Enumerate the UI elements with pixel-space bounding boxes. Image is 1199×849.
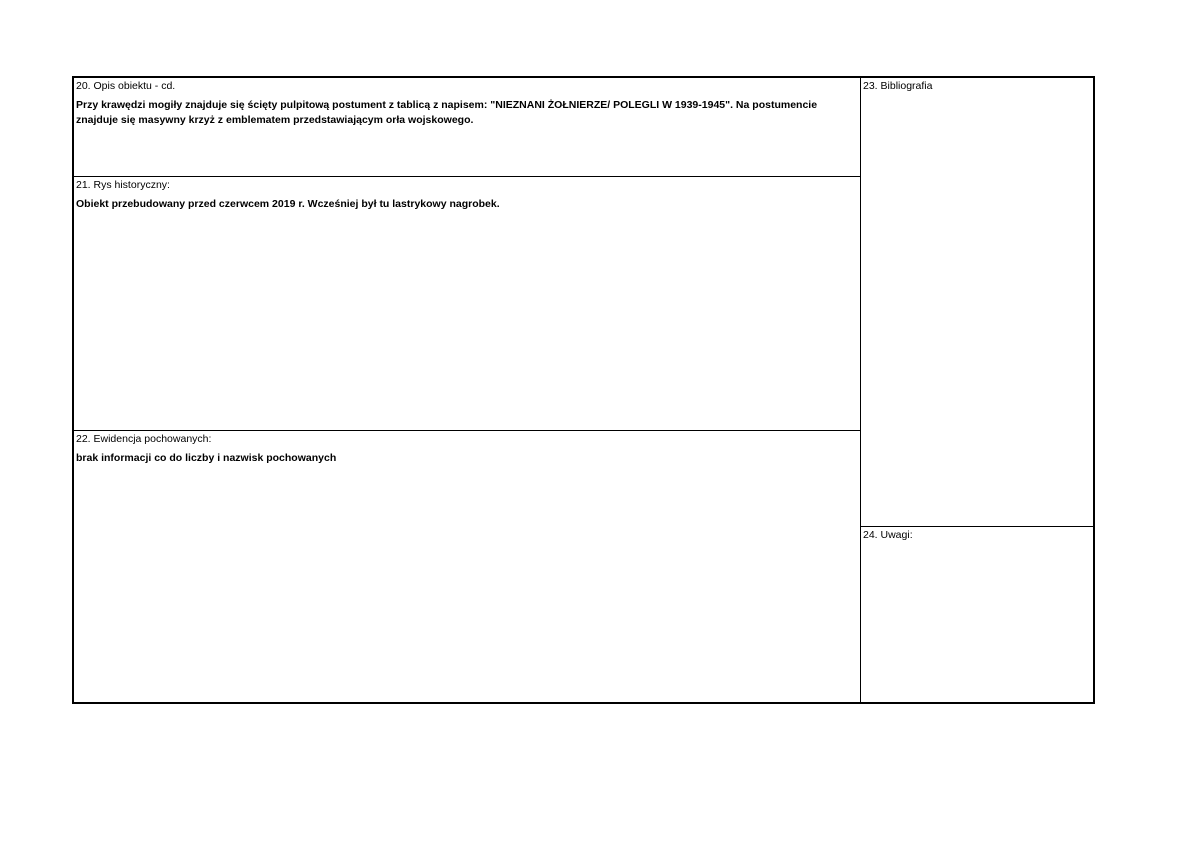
section-uwagi: [860, 527, 1093, 702]
section-uwagi-label: 24. Uwagi:: [863, 529, 913, 541]
section-opis-obiektu: [74, 78, 860, 177]
section-bibliografia-label: 23. Bibliografia: [863, 80, 933, 92]
section-ewidencja-label: 22. Ewidencja pochowanych:: [76, 433, 212, 445]
section-bibliografia: [860, 78, 1093, 527]
section-ewidencja-pochowanych: [74, 431, 860, 702]
section-rys-historyczny: [74, 177, 860, 431]
section-opis-label: 20. Opis obiektu - cd.: [76, 80, 176, 92]
section-opis-text: Przy krawędzi mogiły znajduje się ścięty pulpitową postument z tablicą z napisem: "NIEZNANI ŻOŁNIERZE/ POLEGLI W 1939-1945". Na postumencie znajduje się masywny krzyż z emblematem przedstawiającym orła wojskowego.: [76, 99, 818, 126]
section-rys-text: Obiekt przebudowany przed czerwcem 2019 r. Wcześniej był tu lastrykowy nagrobek.: [76, 198, 500, 210]
record-form: [72, 76, 1095, 704]
section-ewidencja-text: brak informacji co do liczby i nazwisk pochowanych: [76, 452, 337, 464]
section-rys-label: 21. Rys historyczny:: [76, 179, 170, 191]
